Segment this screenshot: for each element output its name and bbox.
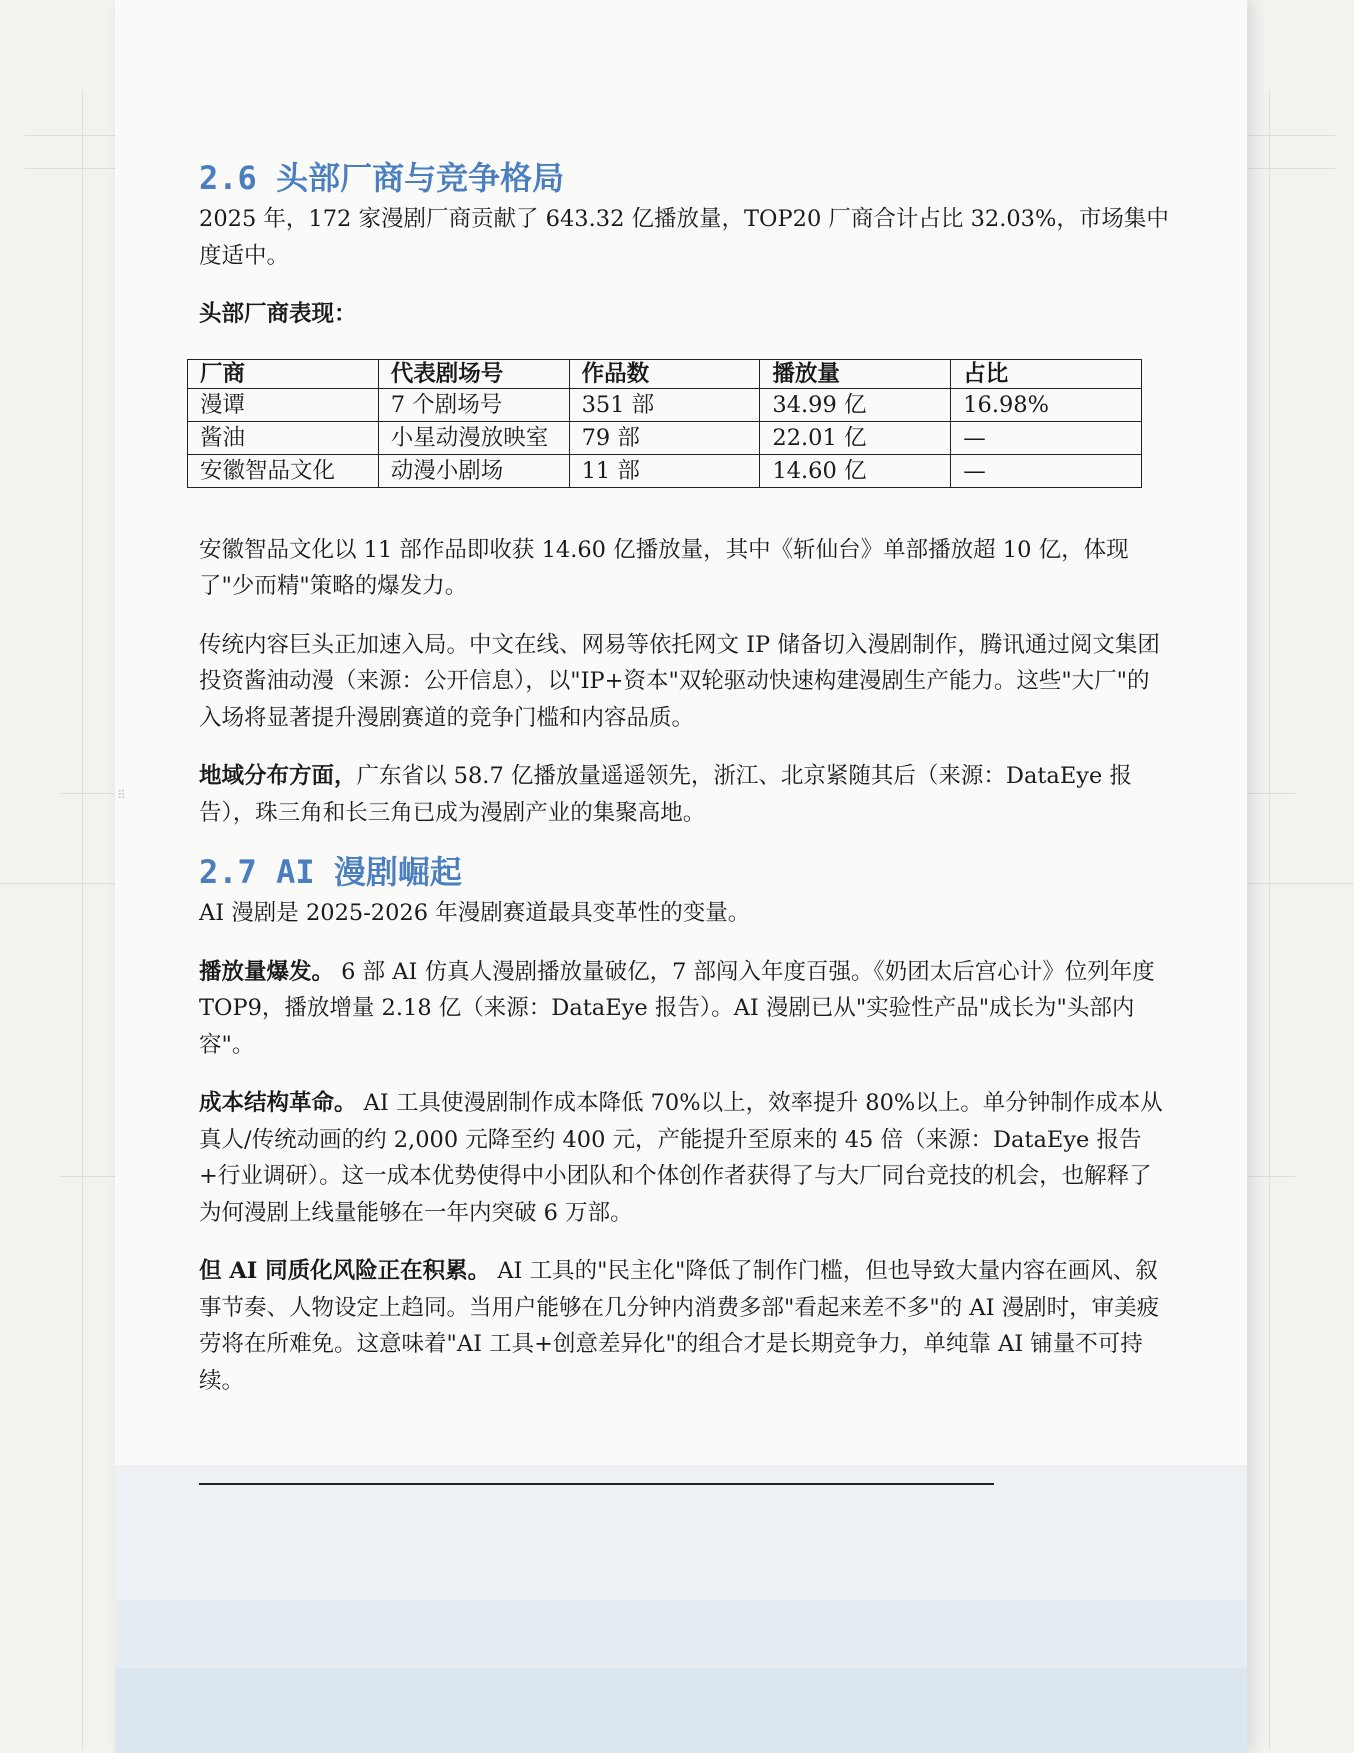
page-bottom-band (115, 1465, 1247, 1600)
table-cell: 小星动漫放映室 (378, 421, 569, 454)
table-label: 头部厂商表现： (199, 301, 357, 327)
table-cell: 漫谭 (188, 388, 379, 421)
paragraph: 传统内容巨头正加速入局。中文在线、网易等依托网文 IP 储备切入漫剧制作，腾讯通过阅文集团投资酱油动漫（来源：公开信息），以"IP+资本"双轮驱动快速构建漫剧生产能力。这些"大厂"的入场将显著提升漫剧赛道的竞争门槛和内容品质。 (199, 631, 1160, 731)
section-intro: 2025 年，172 家漫剧厂商贡献了 643.32 亿播放量，TOP20 厂商合计占比 32.03%，市场集中度适中。 (199, 206, 1169, 269)
page-content (199, 155, 1169, 1399)
section-heading-2-6: 2.6 头部厂商与竞争格局 (199, 159, 565, 197)
heading-text: 漫剧崛起 (333, 853, 462, 891)
table-row (188, 454, 1142, 487)
table-cell: 79 部 (569, 421, 760, 454)
guide-line-h (60, 1176, 120, 1177)
section-heading-2-7 (199, 849, 1169, 895)
section-intro: AI 漫剧是 2025-2026 年漫剧赛道最具变革性的变量。 (199, 900, 751, 926)
guide-line-v (1269, 90, 1270, 1750)
table-cell: 34.99 亿 (760, 388, 951, 421)
paragraph-body: AI 工具使漫剧制作成本降低 70%以上，效率提升 80%以上。单分钟制作成本从真人/传统动画的约 2,000 元降至约 400 元，产能提升至原来的 45 倍（来源：DataEye 报告+行业调研）。这一成本优势使得中小团队和个体创作者获得了与大厂同台竞技的机会，也解释了为何漫剧上线量能够在一年内突破 6 万部。 (199, 1090, 1163, 1226)
paragraph-body: 广东省以 58.7 亿播放量遥遥领先，浙江、北京紧随其后（来源：DataEye 报告），珠三角和长三角已成为漫剧产业的集聚高地。 (199, 763, 1132, 826)
table-cell: 7 个剧场号 (378, 388, 569, 421)
paragraph-body: 6 部 AI 仿真人漫剧播放量破亿，7 部闯入年度百强。《奶团太后宫心计》位列年度 TOP9，播放增量 2.18 亿（来源：DataEye 报告）。AI 漫剧已从"实验性产品"成长为"头部内容"。 (199, 958, 1155, 1058)
paragraph-lead: 成本结构革命。 (199, 1090, 357, 1116)
guide-line-h (60, 793, 120, 794)
table-header-row (188, 359, 1142, 388)
table-cell: 安徽智品文化 (188, 454, 379, 487)
paragraph (199, 758, 1169, 831)
paragraph: 安徽智品文化以 11 部作品即收获 14.60 亿播放量，其中《斩仙台》单部播放超 10 亿，体现了"少而精"策略的爆发力。 (199, 536, 1129, 599)
footnote-rule (199, 1483, 994, 1485)
heading-number: 2.7 AI (199, 853, 315, 891)
grip-dots-icon: ⠿ (117, 788, 126, 802)
table-cell: — (951, 454, 1142, 487)
page-bottom-band (115, 1600, 1247, 1668)
paragraph-lead: 但 AI 同质化风险正在积累。 (199, 1258, 491, 1284)
table-cell: 11 部 (569, 454, 760, 487)
guide-line-v (82, 90, 83, 1750)
table-cell: 酱油 (188, 421, 379, 454)
paragraph (199, 1085, 1169, 1231)
document-page (115, 0, 1247, 1753)
paragraph (199, 954, 1169, 1064)
table-cell: 22.01 亿 (760, 421, 951, 454)
paragraph-body: AI 工具的"民主化"降低了制作门槛，但也导致大量内容在画风、叙事节奏、人物设定上趋同。当用户能够在几分钟内消费多部"看起来差不多"的 AI 漫剧时，审美疲劳将在所难免。这意味着"AI 工具+创意差异化"的组合才是长期竞争力，单纯靠 AI 铺量不可持续。 (199, 1258, 1160, 1394)
paragraph (199, 1253, 1169, 1399)
table-row (188, 388, 1142, 421)
table-header-cell: 播放量 (760, 359, 951, 388)
table-cell: 动漫小剧场 (378, 454, 569, 487)
table-header-cell: 厂商 (188, 359, 379, 388)
paragraph-lead: 地域分布方面， (199, 763, 357, 789)
paragraph-lead: 播放量爆发。 (199, 958, 335, 985)
table-header-cell: 占比 (951, 359, 1142, 388)
vendor-table (187, 359, 1142, 488)
table-row (188, 421, 1142, 454)
table-header-cell: 作品数 (569, 359, 760, 388)
table-cell: 14.60 亿 (760, 454, 951, 487)
table-cell: 351 部 (569, 388, 760, 421)
table-cell: — (951, 421, 1142, 454)
table-header-cell: 代表剧场号 (378, 359, 569, 388)
page-bottom-band (115, 1668, 1247, 1753)
table-cell: 16.98% (951, 388, 1142, 421)
